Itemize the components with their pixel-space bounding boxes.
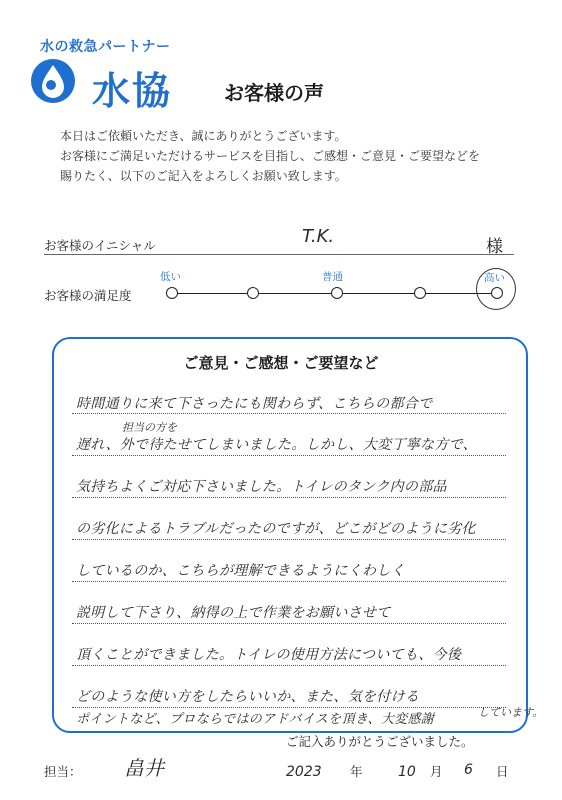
comment-line: の劣化によるトラブルだったのですが、どこがどのように劣化 — [76, 521, 476, 537]
date-month-unit: 月 — [430, 764, 443, 779]
thanks-message: ご記入ありがとうございました。 — [286, 734, 474, 749]
comment-line: 説明して下さり、納得の上で作業をお願いさせて — [76, 605, 391, 621]
intro-line: 賜りたく、以下のご記入をよろしくお願い致します。 — [60, 169, 347, 183]
intro-line: お客様にご満足いただけるサービスを目指し、ご感想・ご意見・ご要望などを — [60, 149, 481, 163]
comment-line: 気持ちよくご対応下さいました。トイレのタンク内の部品 — [76, 479, 447, 495]
staff-label: 担当： — [44, 764, 82, 779]
comment-box-title: ご意見・ご感想・ご要望など — [183, 354, 379, 372]
level-high-label: 高い — [484, 272, 505, 284]
initials-underline — [44, 254, 514, 255]
ruled-line — [72, 581, 506, 582]
date-day: 6 — [464, 762, 473, 778]
water-drop-logo-icon — [30, 58, 76, 104]
satisfaction-label: お客様の満足度 — [44, 288, 132, 303]
brand-tagline: 水の救急パートナー — [40, 39, 171, 55]
comment-line: 遅れ、外で待たせてしまいました。しかし、大変丁寧な方で、 — [76, 437, 477, 453]
date-year-unit: 年 — [350, 764, 363, 779]
comment-tail: しています。 — [478, 706, 544, 719]
selected-level-circle — [476, 268, 516, 310]
inserted-note: 担当の方を — [122, 421, 177, 434]
satisfaction-dot-4[interactable] — [414, 287, 426, 299]
ruled-line — [72, 665, 506, 666]
satisfaction-dot-3[interactable] — [331, 287, 343, 299]
ruled-line — [72, 497, 506, 498]
ruled-line — [72, 455, 506, 456]
date-day-unit: 日 — [496, 764, 509, 779]
honorific-suffix: 様 — [486, 237, 503, 257]
comment-line: どのような使い方をしたらいいか、また、気を付ける — [76, 689, 420, 705]
date-year: 2023 — [286, 764, 322, 780]
date-month: 10 — [398, 764, 416, 780]
intro-line: 本日はご依頼いただき、誠にありがとうございます。 — [60, 129, 347, 143]
initials-label: お客様のイニシャル — [44, 238, 156, 253]
ruled-line — [72, 539, 506, 540]
ruled-line — [72, 623, 506, 624]
form-title: お客様の声 — [224, 81, 324, 105]
comment-line: 時間通りに来て下さったにも関わらず、こちらの都合で — [76, 396, 433, 412]
brand-logo-text: 水協 — [92, 68, 173, 113]
comment-line: 頂くことができました。トイレの使用方法についても、今後 — [76, 647, 462, 663]
satisfaction-dot-1[interactable] — [166, 287, 178, 299]
ruled-line — [72, 413, 506, 414]
comment-line: ポイントなど、プロならではのアドバイスを頂き、大変感謝 — [76, 712, 435, 727]
level-mid-label: 普通 — [322, 271, 343, 283]
level-low-label: 低い — [160, 271, 181, 283]
initials-value: T.K. — [302, 226, 335, 247]
comment-line: しているのか、こちらが理解できるようにくわしく — [76, 563, 405, 579]
satisfaction-dot-2[interactable] — [247, 287, 259, 299]
staff-signature: 畠井 — [124, 756, 164, 780]
